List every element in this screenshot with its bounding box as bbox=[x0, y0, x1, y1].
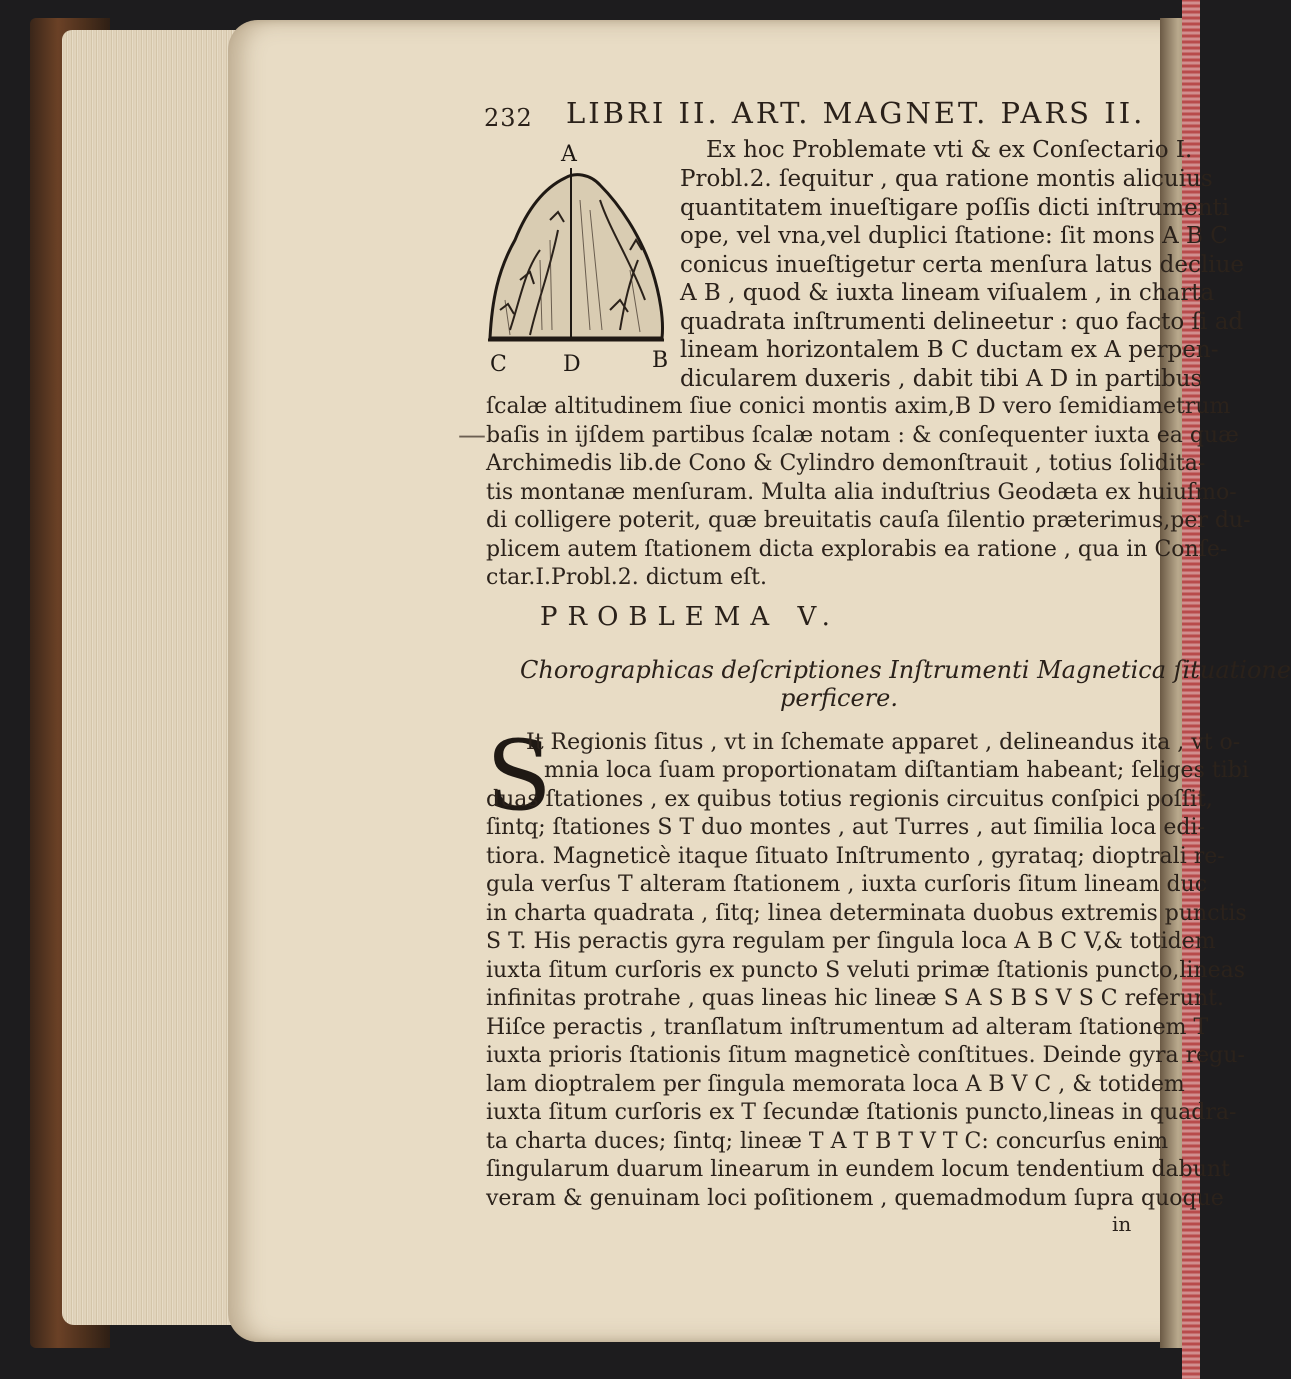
text-line: S T. His peractis gyra regulam per ſingula loca A B C V,& totidem bbox=[486, 929, 1216, 954]
mountain-figure bbox=[480, 160, 670, 360]
text-line: Ex hoc Problemate vti & ex Conſectario I. bbox=[706, 137, 1193, 163]
text-line: Probl.2. ſequitur , qua ratione montis alicuius bbox=[680, 166, 1213, 192]
text-line: tiora. Magneticè itaque ſituato Inſtrumento , gyrataq; dioptrali re- bbox=[486, 844, 1225, 869]
problem-subtitle: Chorographicas deſcriptiones Inſtrumenti Magnetica ſituatione bbox=[520, 656, 1291, 684]
text-line: mnia loca ſuam proportionatam diſtantiam habeant; ſeliges tibi bbox=[544, 758, 1249, 783]
problem-title: PROBLEMA V. bbox=[540, 602, 840, 632]
text-line: iuxta prioris ſtationis ſitum magneticè conſtitues. Deinde gyra regu- bbox=[486, 1043, 1245, 1068]
text-line: ta charta duces; ſintq; lineæ T A T B T V T C: concurſus enim bbox=[486, 1129, 1169, 1154]
text-line: ctar.I.Probl.2. dictum eſt. bbox=[486, 565, 768, 590]
figure-label-d: D bbox=[563, 352, 581, 377]
text-line: Archimedis lib.de Cono & Cylindro demonſtrauit , totius ſolidita- bbox=[486, 451, 1206, 476]
text-line: ope, vel vna,vel duplici ſtatione: ſit mons A B C bbox=[680, 223, 1228, 249]
text-line: Hiſce peractis , tranſlatum inſtrumentum ad alteram ſtationem T bbox=[486, 1015, 1209, 1040]
text-line: conicus inueſtigetur certa menſura latus decliue bbox=[680, 252, 1245, 278]
text-line: iuxta ſitum curſoris ex T ſecundæ ſtationis puncto,lineas in quadra- bbox=[486, 1100, 1237, 1125]
text-line: quadrata inſtrumenti delineetur : quo facto ſi ad bbox=[680, 309, 1244, 335]
text-line: veram & genuinam loci poſitionem , quemadmodum ſupra quoque bbox=[486, 1186, 1224, 1211]
text-line: It Regionis ſitus , vt in ſchemate apparet , delineandus ita , vt o- bbox=[526, 730, 1241, 755]
text-line: dicularem duxeris , dabit tibi A D in partibus bbox=[680, 366, 1203, 392]
text-line: ſintq; ſtationes S T duo montes , aut Turres , aut ſimilia loca edi- bbox=[486, 815, 1205, 840]
catchword: in bbox=[1112, 1212, 1132, 1236]
text-line: ſingularum duarum linearum in eundem locum tendentium dabunt bbox=[486, 1157, 1230, 1182]
page-number: 232 bbox=[484, 104, 533, 132]
margin-mark: — bbox=[458, 418, 486, 451]
text-line: A B , quod & iuxta lineam viſualem , in charta bbox=[680, 280, 1215, 306]
text-line: quantitatem inueſtigare poſſis dicti inſtrumenti bbox=[680, 195, 1230, 221]
figure-label-a: A bbox=[561, 142, 577, 167]
text-line: di colligere poterit, quæ breuitatis cauſa ſilentio præterimus,per du- bbox=[486, 508, 1251, 533]
text-line: in charta quadrata , ſitq; linea determinata duobus extremis punctis bbox=[486, 901, 1247, 926]
figure-label-c: C bbox=[490, 352, 507, 377]
text-line: ſcalæ altitudinem ſiue conici montis axim,B D vero ſemidiametrum bbox=[486, 394, 1231, 419]
text-line: infinitas protrahe , quas lineas hic lineæ S A S B S V S C referunt. bbox=[486, 986, 1224, 1011]
text-line: lam dioptralem per ſingula memorata loca A B V C , & totidem bbox=[486, 1072, 1185, 1097]
page-stack-edge bbox=[62, 30, 252, 1325]
text-line: baſis in ijſdem partibus ſcalæ notam : & conſequenter iuxta ea quæ bbox=[486, 423, 1239, 448]
text-line: gula verſus T alteram ſtationem , iuxta curſoris ſitum lineam duc bbox=[486, 872, 1208, 897]
text-line: iuxta ſitum curſoris ex puncto S veluti primæ ſtationis puncto,lineas bbox=[486, 958, 1246, 983]
figure-label-b: B bbox=[652, 348, 669, 373]
text-line: duas ſtationes , ex quibus totius regionis circuitus conſpici poſſit, bbox=[486, 787, 1213, 812]
problem-subtitle: perficere. bbox=[780, 684, 898, 712]
text-line: tis montanæ menſuram. Multa alia induſtrius Geodæta ex huiuſmo- bbox=[486, 480, 1237, 505]
text-line: lineam horizontalem B C ductam ex A perpen- bbox=[680, 337, 1219, 363]
drop-cap: S bbox=[486, 720, 552, 832]
running-head: LIBRI II. ART. MAGNET. PARS II. bbox=[566, 96, 1146, 130]
text-line: plicem autem ſtationem dicta explorabis ea ratione , qua in Conſe- bbox=[486, 537, 1228, 562]
